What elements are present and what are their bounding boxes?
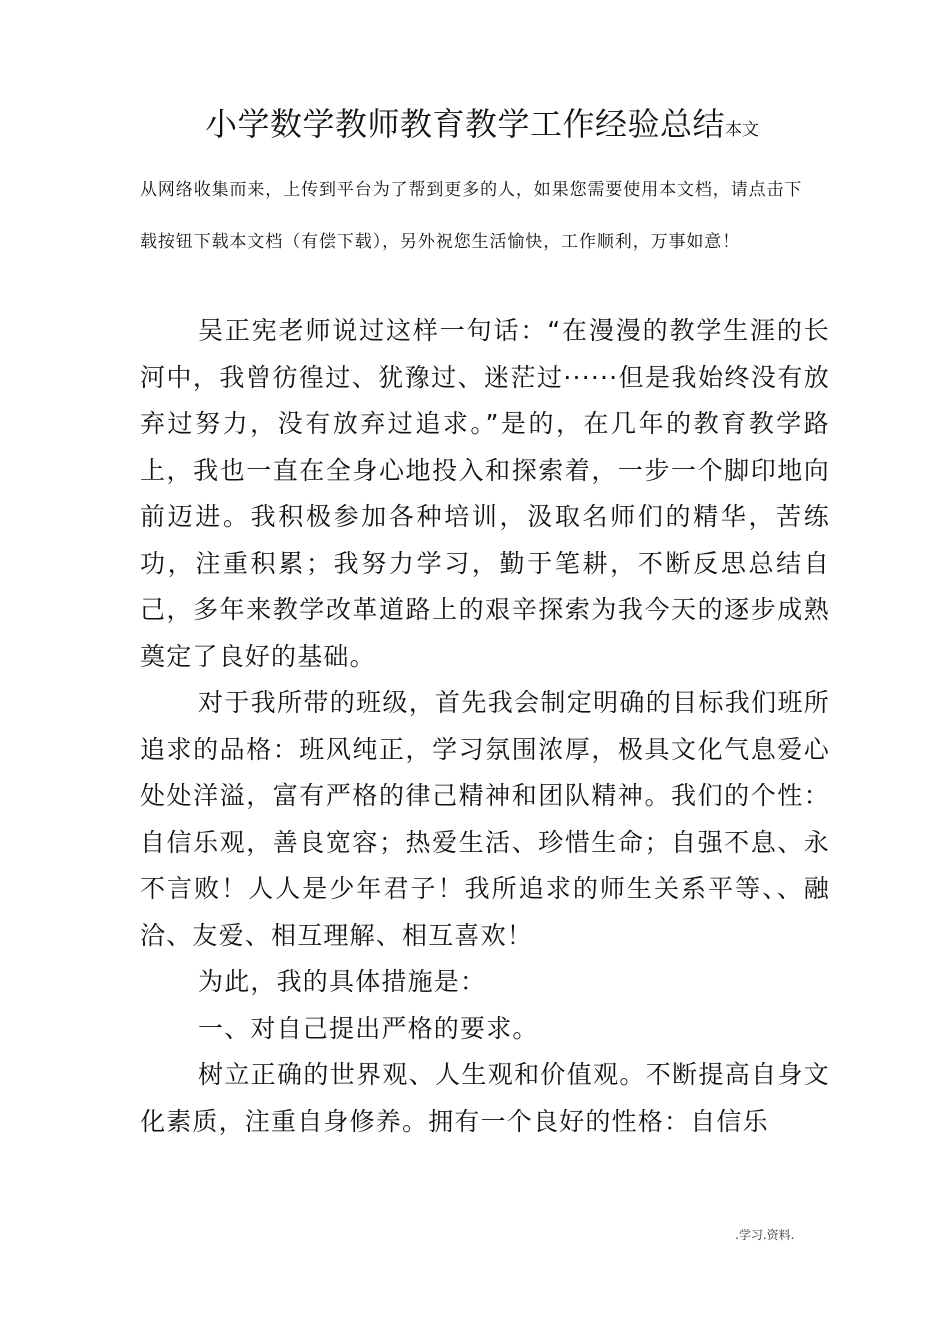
title-tail-text: 本文 (725, 120, 760, 140)
paragraph-4: 一、对自己提出严格的要求。 (198, 1013, 539, 1043)
intro-line-1: 从网络收集而来，上传到平台为了帮到更多的人，如果您需要使用本文档，请点击下 (140, 180, 803, 200)
title-line (205, 102, 845, 152)
intro-note (140, 172, 820, 260)
page-footer: .学习.资料. (735, 1228, 795, 1242)
paragraph-5: 树立正确的世界观、人生观和价值观。不断提高自身文化素质，注重自身修养。拥有一个良好的性格：自信乐 (140, 1060, 830, 1136)
document-title: 小学数学教师教育教学工作经验总结 (205, 105, 726, 143)
document-body (140, 308, 830, 1145)
paragraph-2: 对于我所带的班级，首先我会制定明确的目标我们班所追求的品格：班风纯正，学习氛围浓厚，极具文化气息爱心处处洋溢，富有严格的律己精神和团队精神。我们的个性：自信乐观，善良宽容；热爱生活、珍惜生命；自强不息、永不言败！人人是少年君子！我所追求的师生关系平等、、融洽、友爱、相互理解、相互喜欢！ (140, 688, 830, 950)
intro-line-2: 载按钮下载本文档（有偿下载），另外祝您生活愉快，工作顺利，万事如意！ (140, 232, 741, 252)
paragraph-1: 吴正宪老师说过这样一句话：“在漫漫的教学生涯的长河中，我曾彷徨过、犹豫过、迷茫过······但是我始终没有放弃过努力，没有放弃过追求。”是的，在几年的教育教学路上，我也一直在全身心地投入和探索着，一步一个脚印地向前迈进。我积极参加各种培训，汲取名师们的精华，苦练功，注重积累；我努力学习，勤于笔耕，不断反思总结自己，多年来教学改革道路上的艰辛探索为我今天的逐步成熟奠定了良好的基础。 (140, 316, 830, 671)
paragraph-3: 为此，我的具体措施是： (198, 967, 487, 996)
